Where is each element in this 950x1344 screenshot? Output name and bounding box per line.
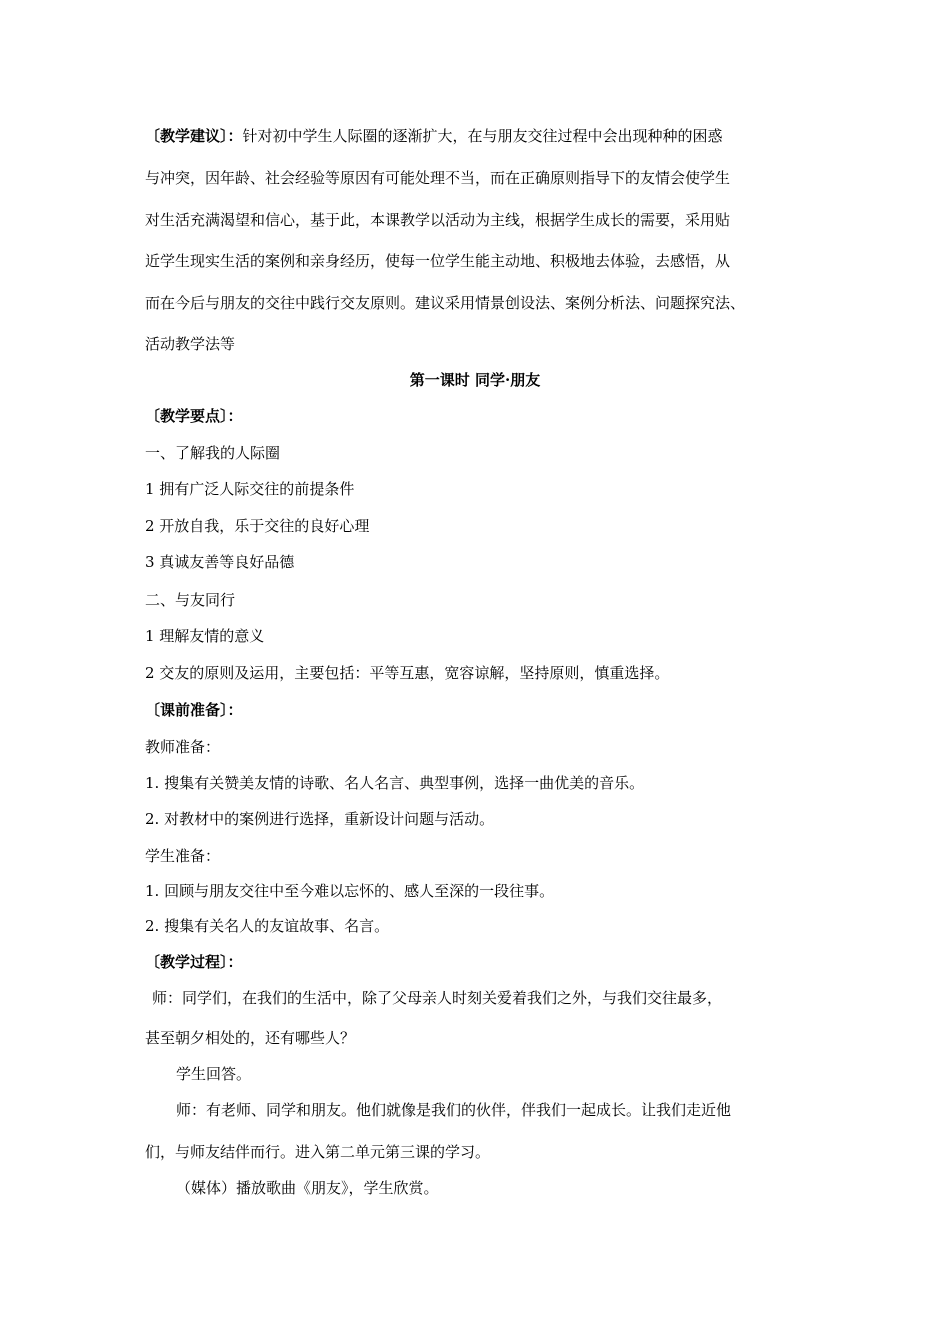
- suggestion-line-6: 活动教学法等: [145, 335, 236, 353]
- key-point-item: 1 拥有广泛人际交往的前提条件: [145, 480, 355, 498]
- process-paragraph-2: 学生回答。: [176, 1065, 252, 1083]
- student-prep-item: 1. 回顾与朋友交往中至今难以忘怀的、感人至深的一段往事。: [145, 882, 555, 900]
- key-point-item: 3 真诚友善等良好品德: [145, 553, 295, 571]
- teacher-prep-label: 教师准备：: [145, 738, 221, 756]
- suggestion-line-5: 而在今后与朋友的交往中践行交友原则。建议采用情景创设法、案例分析法、问题探究法、: [145, 294, 746, 312]
- preparation-heading: 〔课前准备〕：: [145, 701, 243, 719]
- suggestion-line-2: 与冲突，因年龄、社会经验等原因有可能处理不当，而在正确原则指导下的友情会使学生: [145, 169, 731, 187]
- process-paragraph-3-line-2: 们，与师友结伴而行。进入第二单元第三课的学习。: [145, 1143, 491, 1161]
- teacher-prep-item: 1. 搜集有关赞美友情的诗歌、名人名言、典型事例，选择一曲优美的音乐。: [145, 774, 645, 792]
- student-prep-item: 2. 搜集有关名人的友谊故事、名言。: [145, 917, 390, 935]
- suggestion-label: 〔教学建议〕：: [145, 127, 243, 145]
- suggestion-line-4: 近学生现实生活的案例和亲身经历，使每一位学生能主动地、积极地去体验，去感悟，从: [145, 252, 731, 270]
- process-paragraph-4: （媒体）播放歌曲《朋友》，学生欣赏。: [176, 1179, 439, 1197]
- process-paragraph-3-line-1: 师：有老师、同学和朋友。他们就像是我们的伙伴，伴我们一起成长。让我们走近他: [176, 1101, 732, 1119]
- process-paragraph-1-line-1: 师：同学们，在我们的生活中，除了父母亲人时刻关爱着我们之外，与我们交往最多，: [152, 989, 723, 1007]
- process-heading: 〔教学过程〕：: [145, 953, 243, 971]
- teacher-prep-item: 2. 对教材中的案例进行选择，重新设计问题与活动。: [145, 810, 495, 828]
- process-paragraph-1-line-2: 甚至朝夕相处的，还有哪些人？: [145, 1029, 356, 1047]
- lesson-title: 第一课时 同学·朋友: [409, 371, 541, 389]
- key-point-item: 2 交友的原则及运用，主要包括：平等互惠，宽容谅解，坚持原则，慎重选择。: [145, 664, 670, 682]
- key-point-item: 2 开放自我，乐于交往的良好心理: [145, 517, 370, 535]
- suggestion-line-3: 对生活充满渴望和信心，基于此，本课教学以活动为主线，根据学生成长的需要，采用贴: [145, 211, 731, 229]
- suggestion-text-1: 针对初中学生人际圈的逐渐扩大，在与朋友交往过程中会出现种种的困惑: [242, 127, 723, 145]
- key-point-item: 1 理解友情的意义: [145, 627, 265, 645]
- suggestion-line-1: [145, 126, 723, 146]
- key-point-item: 二、与友同行: [145, 591, 236, 609]
- student-prep-label: 学生准备：: [145, 847, 221, 865]
- key-point-item: 一、了解我的人际圈: [145, 444, 281, 462]
- key-points-heading: 〔教学要点〕：: [145, 407, 243, 425]
